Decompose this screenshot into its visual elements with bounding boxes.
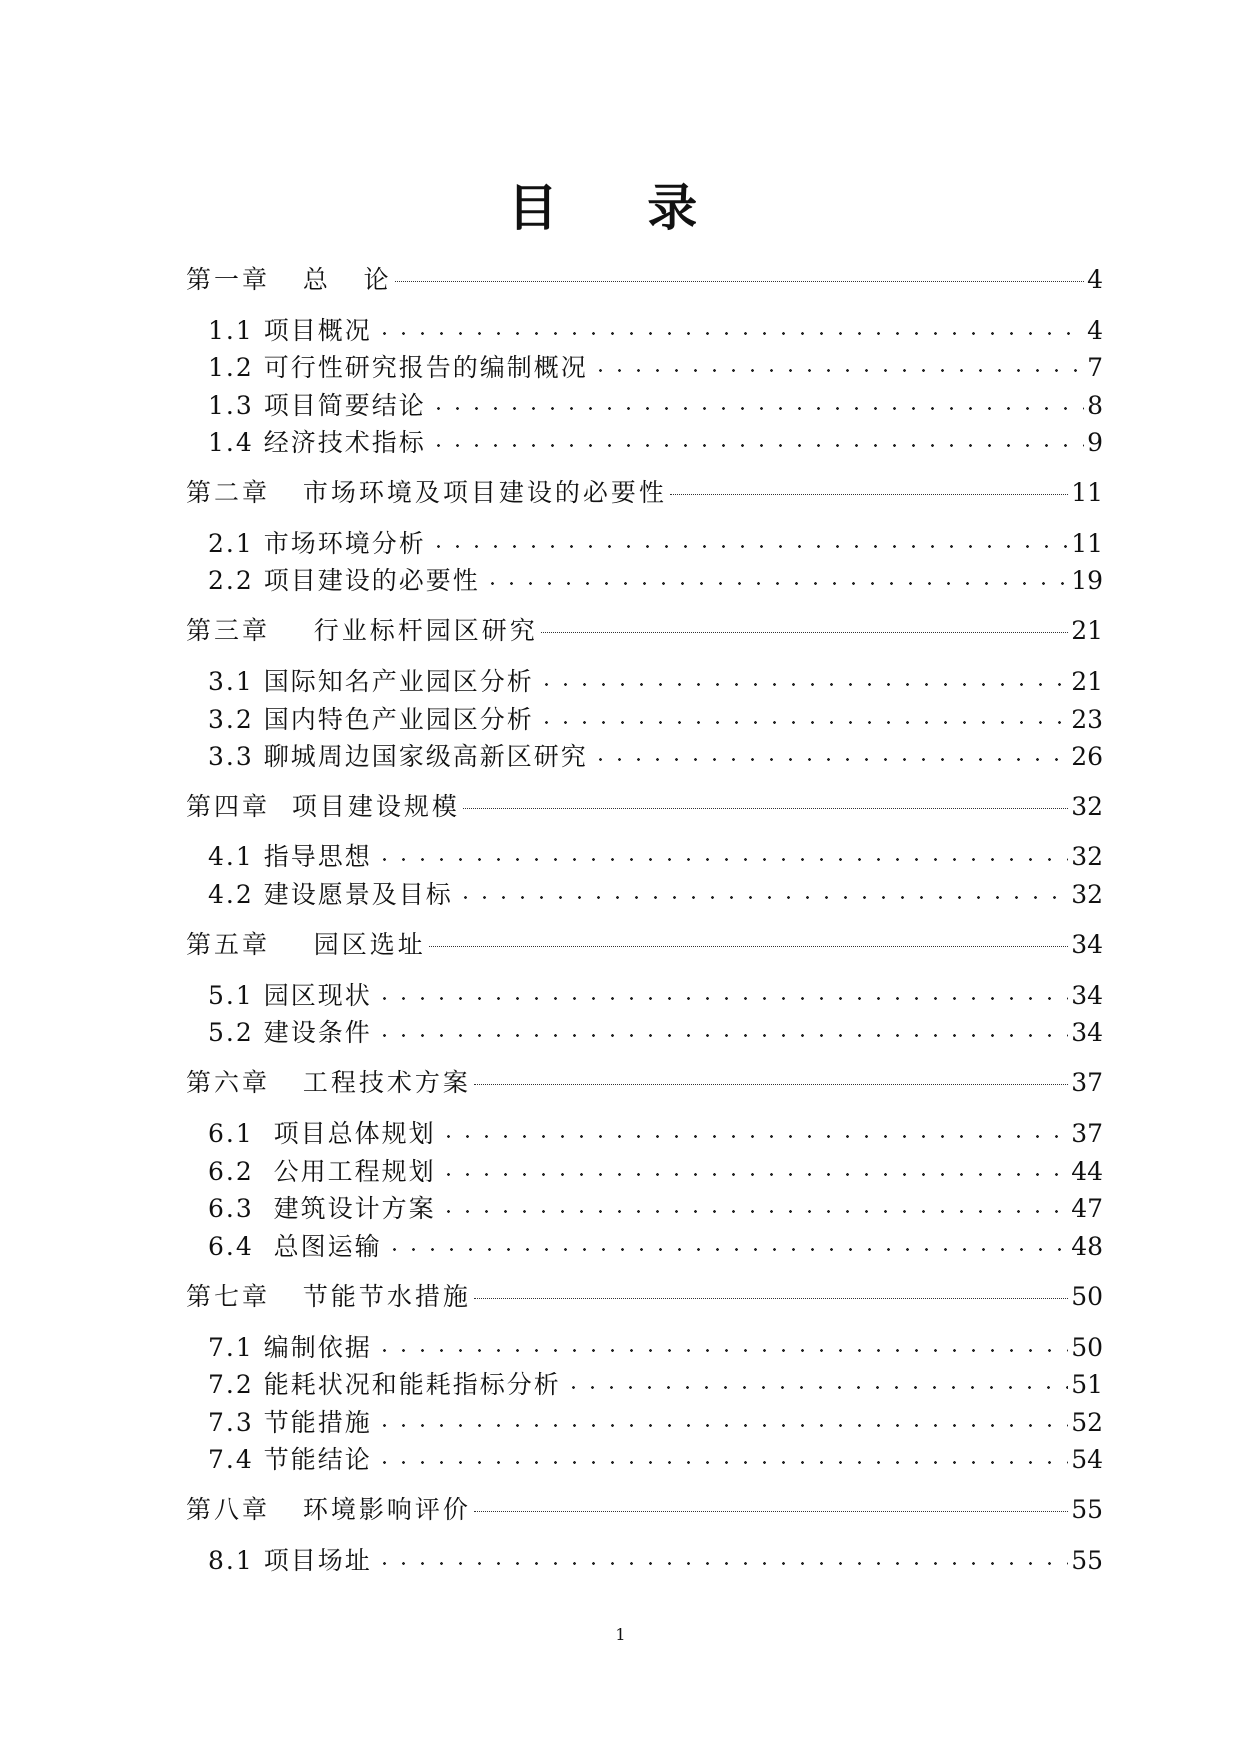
toc-chapter-entry[interactable] [186, 262, 1103, 298]
toc-dot-leader [375, 858, 1068, 861]
toc-section-entry[interactable] [208, 1116, 1103, 1152]
toc-dot-leader [429, 545, 1068, 548]
toc-section-entry[interactable] [208, 664, 1103, 700]
toc-entry-label: 6.4 总图运输 [208, 1232, 382, 1261]
toc-page-number: 55 [1071, 1495, 1103, 1524]
toc-entry-label: 第二章 市场环境及项目建设的必要性 [186, 478, 667, 507]
toc-dot-leader [375, 1349, 1068, 1352]
toc-dot-leader [474, 1082, 1068, 1085]
toc-page-number: 32 [1071, 842, 1103, 871]
toc-section-entry[interactable] [208, 978, 1103, 1014]
toc-page-number: 7 [1087, 353, 1103, 382]
toc-page-number: 23 [1071, 705, 1103, 734]
toc-entry-label: 7.2 能耗状况和能耗指标分析 [208, 1370, 561, 1399]
toc-entry-label: 4.2 建设愿景及目标 [208, 880, 453, 909]
toc-entry-label: 第八章 环境影响评价 [186, 1495, 471, 1524]
toc-page-number: 51 [1071, 1370, 1103, 1399]
toc-chapter-entry[interactable] [186, 1492, 1103, 1528]
toc-chapter-entry[interactable] [186, 789, 1103, 825]
toc-dot-leader [375, 332, 1084, 335]
toc-entry-label: 7.4 节能结论 [208, 1445, 372, 1474]
toc-dot-leader [429, 944, 1068, 947]
toc-entry-label: 6.2 公用工程规划 [208, 1157, 436, 1186]
toc-section-entry[interactable] [208, 1015, 1103, 1051]
toc-section-entry[interactable] [208, 1543, 1103, 1579]
toc-dot-leader [429, 444, 1084, 447]
toc-entry-label: 第六章 工程技术方案 [186, 1068, 471, 1097]
toc-entry-label: 第四章 项目建设规模 [186, 792, 460, 821]
toc-entry-label: 第一章 总 论 [186, 265, 392, 294]
toc-section-entry[interactable] [208, 1405, 1103, 1441]
toc-section-entry[interactable] [208, 526, 1103, 562]
toc-dot-leader [395, 279, 1084, 282]
toc-dot-leader [375, 997, 1068, 1000]
toc-page-number: 11 [1071, 478, 1103, 507]
toc-section-entry[interactable] [208, 313, 1103, 349]
toc-chapter-entry[interactable] [186, 475, 1103, 511]
toc-entry-label: 3.1 国际知名产业园区分析 [208, 667, 534, 696]
toc-section-entry[interactable] [208, 425, 1103, 461]
toc-page-number: 4 [1087, 265, 1103, 294]
toc-chapter-entry[interactable] [186, 927, 1103, 963]
toc-section-entry[interactable] [208, 739, 1103, 775]
toc-entry-label: 8.1 项目场址 [208, 1546, 372, 1575]
toc-dot-leader [439, 1210, 1069, 1213]
toc-dot-leader [375, 1034, 1068, 1037]
toc-section-entry[interactable] [208, 1442, 1103, 1478]
toc-dot-leader [670, 492, 1068, 495]
toc-page-number: 26 [1071, 742, 1103, 771]
toc-page-number: 55 [1071, 1546, 1103, 1575]
toc-dot-leader [375, 1424, 1068, 1427]
toc-dot-leader [474, 1509, 1068, 1512]
toc-chapter-entry[interactable] [186, 1065, 1103, 1101]
toc-page-number: 11 [1071, 529, 1103, 558]
toc-dot-leader [537, 683, 1068, 686]
toc-page-number: 32 [1071, 880, 1103, 909]
toc-section-entry[interactable] [208, 839, 1103, 875]
toc-entry-label: 3.3 聊城周边国家级高新区研究 [208, 742, 588, 771]
toc-dot-leader [429, 407, 1084, 410]
toc-section-entry[interactable] [208, 1367, 1103, 1403]
toc-section-entry[interactable] [208, 1191, 1103, 1227]
toc-entry-label: 7.3 节能措施 [208, 1408, 372, 1437]
toc-section-entry[interactable] [208, 877, 1103, 913]
toc-entry-label: 6.3 建筑设计方案 [208, 1194, 436, 1223]
toc-entry-label: 第三章 行业标杆园区研究 [186, 616, 538, 645]
toc-dot-leader [463, 806, 1068, 809]
toc-entry-label: 1.3 项目简要结论 [208, 391, 426, 420]
page-number-footer: 1 [615, 1625, 626, 1644]
toc-entry-label: 1.4 经济技术指标 [208, 428, 426, 457]
page-title: 目 录 [507, 179, 734, 237]
toc-dot-leader [439, 1135, 1069, 1138]
toc-dot-leader [474, 1296, 1068, 1299]
toc-entry-label: 7.1 编制依据 [208, 1333, 372, 1362]
toc-entry-label: 1.1 项目概况 [208, 316, 372, 345]
toc-section-entry[interactable] [208, 1154, 1103, 1190]
toc-section-entry[interactable] [208, 563, 1103, 599]
toc-dot-leader [483, 582, 1068, 585]
toc-chapter-entry[interactable] [186, 1279, 1103, 1315]
toc-page-number: 9 [1087, 428, 1103, 457]
toc-dot-leader [385, 1248, 1069, 1251]
toc-dot-leader [375, 1461, 1068, 1464]
toc-entry-label: 2.1 市场环境分析 [208, 529, 426, 558]
toc-page-number: 52 [1071, 1408, 1103, 1437]
toc-dot-leader [537, 721, 1068, 724]
toc-dot-leader [375, 1562, 1068, 1565]
toc-dot-leader [439, 1173, 1069, 1176]
toc-entry-label: 5.2 建设条件 [208, 1018, 372, 1047]
toc-entry-label: 6.1 项目总体规划 [208, 1119, 436, 1148]
toc-section-entry[interactable] [208, 1330, 1103, 1366]
toc-page-number: 44 [1071, 1157, 1103, 1186]
toc-entry-label: 2.2 项目建设的必要性 [208, 566, 480, 595]
toc-page-number: 21 [1071, 667, 1103, 696]
toc-page-number: 34 [1071, 930, 1103, 959]
toc-page-number: 48 [1071, 1232, 1103, 1261]
toc-page-number: 34 [1071, 981, 1103, 1010]
toc-page-number: 54 [1071, 1445, 1103, 1474]
toc-entry-label: 3.2 国内特色产业园区分析 [208, 705, 534, 734]
toc-entry-label: 第七章 节能节水措施 [186, 1282, 471, 1311]
toc-entry-label: 5.1 园区现状 [208, 981, 372, 1010]
toc-dot-leader [541, 630, 1068, 633]
toc-page-number: 37 [1071, 1068, 1103, 1097]
toc-dot-leader [591, 758, 1068, 761]
toc-page-number: 19 [1071, 566, 1103, 595]
toc-section-entry[interactable] [208, 1229, 1103, 1265]
toc-page-number: 50 [1071, 1333, 1103, 1362]
toc-entry-label: 1.2 可行性研究报告的编制概况 [208, 353, 588, 382]
toc-chapter-entry[interactable] [186, 613, 1103, 649]
toc-page-number: 50 [1071, 1282, 1103, 1311]
toc-dot-leader [564, 1386, 1068, 1389]
toc-section-entry[interactable] [208, 702, 1103, 738]
toc-entry-label: 第五章 园区选址 [186, 930, 426, 959]
toc-page-number: 37 [1071, 1119, 1103, 1148]
toc-page-number: 21 [1071, 616, 1103, 645]
toc-section-entry[interactable] [208, 388, 1103, 424]
toc-entry-label: 4.1 指导思想 [208, 842, 372, 871]
toc-page-number: 32 [1071, 792, 1103, 821]
toc-dot-leader [591, 369, 1084, 372]
toc-page-number: 34 [1071, 1018, 1103, 1047]
toc-page-number: 47 [1071, 1194, 1103, 1223]
toc-section-entry[interactable] [208, 350, 1103, 386]
toc-dot-leader [456, 896, 1068, 899]
toc-page-number: 4 [1087, 316, 1103, 345]
toc-page-number: 8 [1087, 391, 1103, 420]
